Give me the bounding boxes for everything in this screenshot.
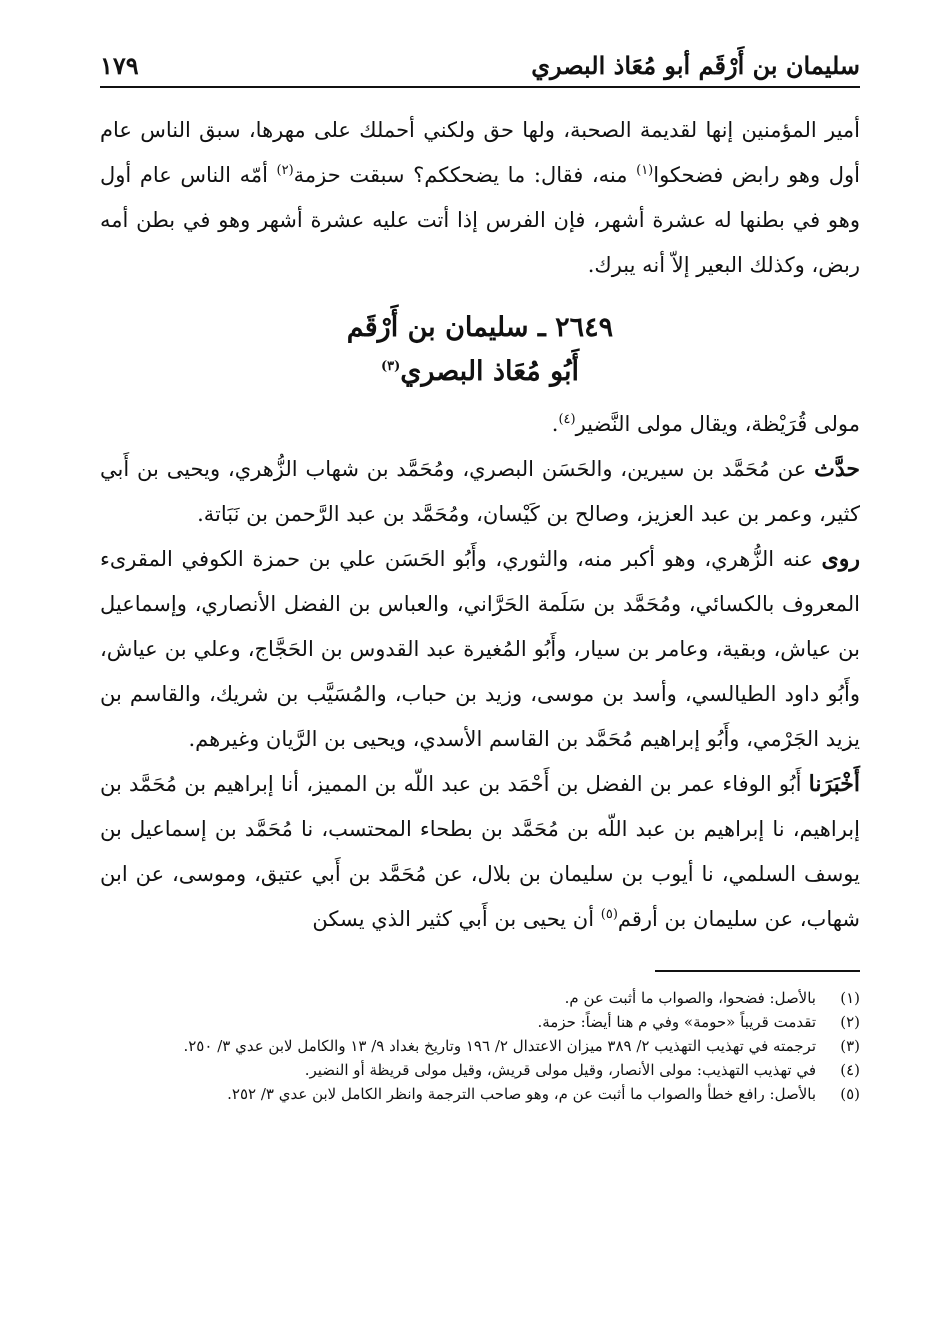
entry-heading-line2: أَبُو مُعَاذ البصري$^{(٣)}$ xyxy=(380,356,580,387)
page-header xyxy=(100,40,860,88)
footnote-ref-3: (٣) xyxy=(380,359,401,374)
footnote-ref-5: (٥) xyxy=(600,907,618,922)
footnote-ref-4: (٤) xyxy=(558,412,576,427)
footnote-ref-1: (١) xyxy=(636,163,654,178)
hadath-paragraph: حدَّث عن مُحَمَّد بن سيرين، والحَسَن البصري، ومُحَمَّد بن شهاب الزُّهري، ويحيى بن أَبي كثير، وعمر بن عبد العزيز، وصالح بن كَيْسان، ومُحَمَّد بن عبد الرَّحمن بن نَبَاتة. xyxy=(100,456,860,526)
akhbarana-paragraph: أَخْبَرَنا أَبُو الوفاء عمر بن الفضل بن أَحْمَد بن عبد اللّه بن المميز، أنا إبراهيم بن مُحَمَّد بن إبراهيم، نا إبراهيم بن عبد اللّه بن مُحَمَّد بن بطحاء المحتسب، نا مُحَمَّد بن إسماعيل بن يوسف السلمي، نا أيوب بن سليمان بن بلال، عن مُحَمَّد بن أَبي عتيق، وموسى، عن ابن شهاب، عن سليمان بن أرقم$^{(٥)}$ أن يحيى بن أَبي كثير الذي يسكن xyxy=(100,771,860,931)
entry-heading-line1: ٢٦٤٩ ـ سليمان بن أَرْقَم xyxy=(346,312,614,343)
intro-paragraph: أمير المؤمنين إنها لقديمة الصحبة، ولها حق ولكني أحملك على مهرها، سبق الناس عام أول وهو رابض فضحكوا$^{(١)}$ منه، فقال: ما يضحككم؟ سبقت حزمة$^{(٢)}$ أمّه الناس عام أول وهو في بطنها له عشرة أشهر، فإن الفرس إذا أتت عليه عشرة أشهر وهو في بطن أمه ربض، وكذلك البعير إلاّ أنه يبرك. xyxy=(100,118,860,277)
footnote-4: (٤) في تهذيب التهذيب: مولى الأنصار، وقيل مولى قريش، وقيل مولى قريظة أو النضير. xyxy=(304,1061,860,1079)
book-page xyxy=(100,40,860,1310)
rawa-paragraph: روى عنه الزُّهري، وهو أكبر منه، والثوري، وأَبُو الحَسَن علي بن حمزة الكوفي المقرىء المعروف بالكسائي، ومُحَمَّد بن سَلَمة الحَرَّاني، والعباس بن الفضل الأنصاري، وإسماعيل بن عياش، وبقية، وعامر بن سيار، وأَبُو المُغيرة عبد القدوس بن الحَجَّاج، وعلي بن عياش، وأَبُو داود الطيالسي، وأسد بن موسى، وزيد بن حباب، والمُسَيَّب بن شريك، والقاسم بن يزيد الجَرْمي، وأَبُو إبراهيم مُحَمَّد بن القاسم الأسدي، ويحيى بن الرَّيان وغيرهم. xyxy=(100,546,860,751)
akhbarana-keyword: أَخْبَرَنا xyxy=(808,771,860,797)
footnote-ref-2: (٢) xyxy=(276,163,294,178)
page-number: ١٧٩ xyxy=(100,51,139,80)
footnotes xyxy=(100,986,860,1106)
footnote-3: (٣) ترجمته في تهذيب التهذيب ٢/ ٣٨٩ ميزان الاعتدال ٢/ ١٩٦ وتاريخ بغداد ٩/ ١٣ والكامل لابن عدي ٣/ ٢٥٠. xyxy=(183,1037,860,1055)
footnote-5: (٥) بالأصل: رافع خطأ والصواب ما أثبت عن م، وهو صاحب الترجمة وانظر الكامل لابن عدي ٣/ ٢٥٢. xyxy=(227,1085,860,1103)
page-body xyxy=(100,108,860,942)
hadath-keyword: حدَّث xyxy=(814,456,860,482)
footnote-2: (٢) تقدمت قريباً «حومة» وفي م هنا أيضاً: حزمة. xyxy=(537,1013,860,1031)
running-title: سليمان بن أَرْقَم أبو مُعَاذ البصري xyxy=(531,51,860,80)
mawla-line: مولى قُرَيْظة، ويقال مولى النَّضير$^{(٤)}$. xyxy=(551,412,860,436)
entry-heading xyxy=(100,306,860,394)
footnote-1: (١) بالأصل: فضحوا، والصواب ما أثبت عن م. xyxy=(564,989,860,1007)
rawa-keyword: روى xyxy=(821,546,860,572)
footnote-separator xyxy=(655,970,860,972)
